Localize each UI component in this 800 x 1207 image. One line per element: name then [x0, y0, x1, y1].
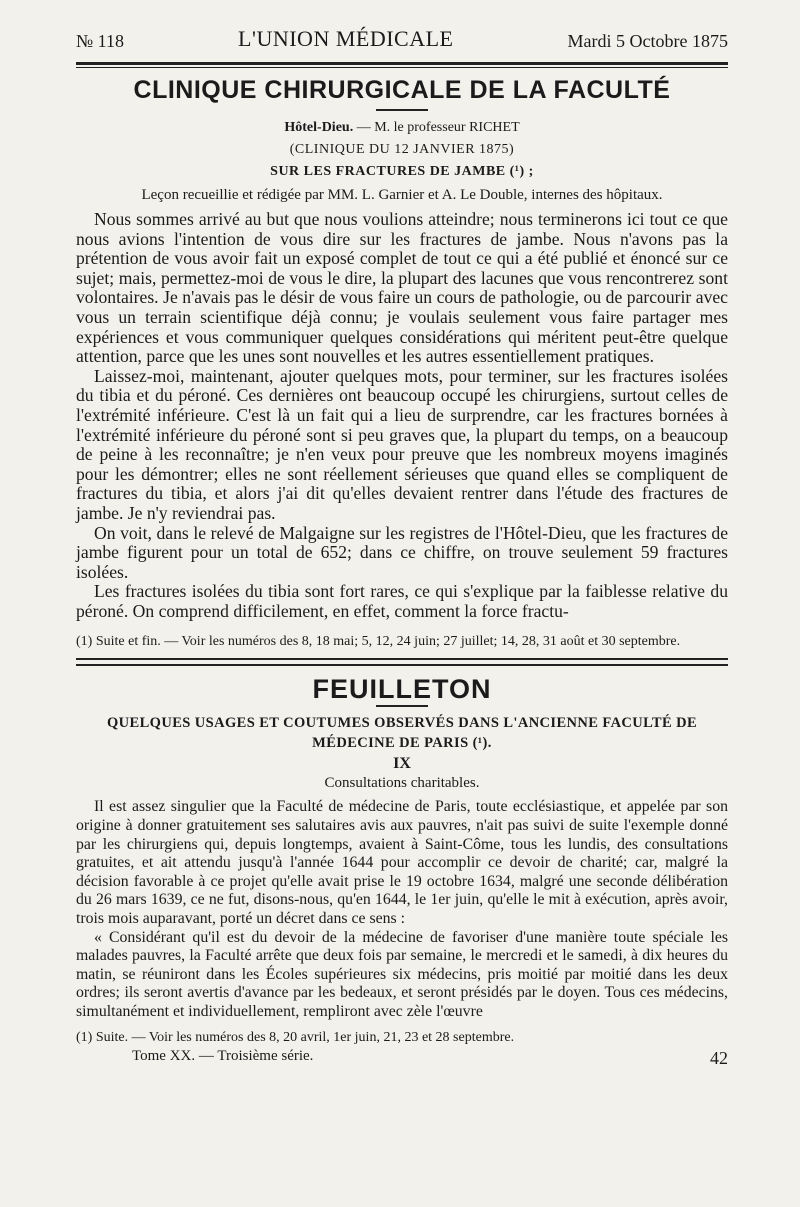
clinic-paragraph: Les fractures isolées du tibia sont fort rares, ce qui s'explique par la faiblesse relative du péroné. On comprend difficilement, en effet, comment la force fractu-	[76, 581, 728, 621]
clinic-title: CLINIQUE CHIRURGICALE DE LA FACULTÉ	[133, 76, 671, 104]
feuilleton-rule	[76, 664, 728, 666]
clinic-hospital: Hôtel-Dieu.	[284, 120, 354, 135]
clinic-subject: SUR LES FRACTURES DE JAMBE (¹) ;	[270, 164, 534, 179]
clinic-paragraph: Nous sommes arrivé au but que nous voulions atteindre; nous terminerons ici tout ce que nous avions l'intention de vous dire sur les fractures de jambe. Nous n'avons pas la prétention de vous avoir fait un exposé complet de tout ce qui a été publié et énoncé sur ce sujet; mais, permettez-moi de vous le dire, la plupart des lacunes que vous rencontrerez sont volontaires. Je n'avais pas le désir de vous faire un cours de pathologie, ou de parcourir avec vous un terrain scientifique déjà connu; je voulais seulement vous faire partager mes expériences et vous communiquer quelques considérations qui méritent peut-être quelque attention, parce que les unes sont nouvelles et les autres essentiellement pratiques.	[76, 209, 728, 367]
clinic-footnote: (1) Suite et fin. — Voir les numéros des 8, 18 mai; 5, 12, 24 juin; 27 juillet; 14, 28, 31 août et 30 septembre.	[76, 634, 681, 650]
clinic-paragraph: Laissez-moi, maintenant, ajouter quelques mots, pour terminer, sur les fractures isolées du tibia et du péroné. Ces dernières ont beaucoup occupé les chirurgiens, surtout celles de l'extrémité inférieure. C'est là un fait qui a lieu de surprendre, car les fractures bornées à l'extrémité inférieure du péroné sont si peu graves que, la plupart du temps, on a beaucoup de peine à les reconnaître; je n'en veux pour preuve que les nombreux moyens imaginés pour les démontrer; elles ne sont réellement sérieuses que quand elles se compliquent de fractures du tibia, et alors j'ai dit qu'elles devaient rentrer dans l'étude des fractures de jambe. Je n'y reviendrai pas.	[76, 365, 728, 523]
issue-date: Mardi 5 Octobre 1875	[567, 31, 728, 51]
chapter-number: IX	[393, 755, 411, 773]
feuilleton-rule	[76, 658, 728, 660]
clinic-session: (CLINIQUE DU 12 JANVIER 1875)	[289, 142, 515, 157]
feuilleton-subtitle: QUELQUES USAGES ET COUTUMES OBSERVÉS DANS L'ANCIENNE FACULTÉ DE MÉDECINE DE PARIS (¹).	[106, 715, 698, 752]
clinic-professor: — M. le professeur RICHET	[353, 120, 520, 135]
feuilleton-paragraph: « Considérant qu'il est du devoir de la médecine de favoriser d'une manière toute spéciale les malades pauvres, la Faculté arrête que deux fois par semaine, le mercredi et le samedi, à dix heures du matin, se réuniront dans les Écoles supérieures six médecins, pris moitié par moitié dans les deux ordres; ils seront avertis d'avance par les bedeaux, et seront présidés par le doyen. Tous ces médecins, simultanément et individuellement, rempliront avec zèle l'œuvre	[76, 928, 728, 1020]
tome-series: Tome XX. — Troisième série.	[132, 1047, 314, 1064]
feuilleton-title-rule	[376, 705, 428, 707]
clinic-paragraph: On voit, dans le relevé de Malgaigne sur les registres de l'Hôtel-Dieu, que les fractures de jambe figurent pour un total de 652; dans ce chiffre, on trouve seulement 59 fractures isolées.	[76, 522, 728, 582]
feuilleton-title: FEUILLETON	[312, 674, 492, 705]
feuilleton-footnote: (1) Suite. — Voir les numéros des 8, 20 avril, 1er juin, 21, 23 et 28 septembre.	[76, 1029, 515, 1045]
running-head	[76, 18, 728, 52]
journal-title: L'UNION MÉDICALE	[238, 26, 454, 51]
header-rule	[76, 62, 728, 68]
chapter-title: Consultations charitables.	[324, 775, 480, 792]
issue-number: № 118	[76, 31, 125, 51]
clinic-hospital-line	[76, 117, 728, 139]
clinic-byline: Leçon recueillie et rédigée par MM. L. Garnier et A. Le Double, internes des hôpitaux.	[141, 187, 663, 203]
page-footer	[76, 1048, 728, 1069]
title-rule	[376, 109, 428, 111]
feuilleton-paragraph: Il est assez singulier que la Faculté de médecine de Paris, toute ecclésiastique, et appelée par son origine à donner gratuitement ses salutaires avis aux pauvres, n'ait pas suivi de suite l'exemple donné par les chirurgiens qui, depuis longtemps, avaient à Saint-Côme, tous les lundis, des consultations gratuites, et ait attendu jusqu'à l'année 1644 pour accomplir ce devoir de charité; car, malgré la décision favorable à ce projet qu'elle avait prise le 19 octobre 1634, malgré une seconde délibération du 26 mars 1639, ce ne fut, disons-nous, qu'en 1644, le 1er juin, qu'elle le mit à exécution, après avoir, trois mois auparavant, porté un décret dans ce sens :	[76, 798, 728, 928]
page-number: 42	[710, 1047, 728, 1068]
